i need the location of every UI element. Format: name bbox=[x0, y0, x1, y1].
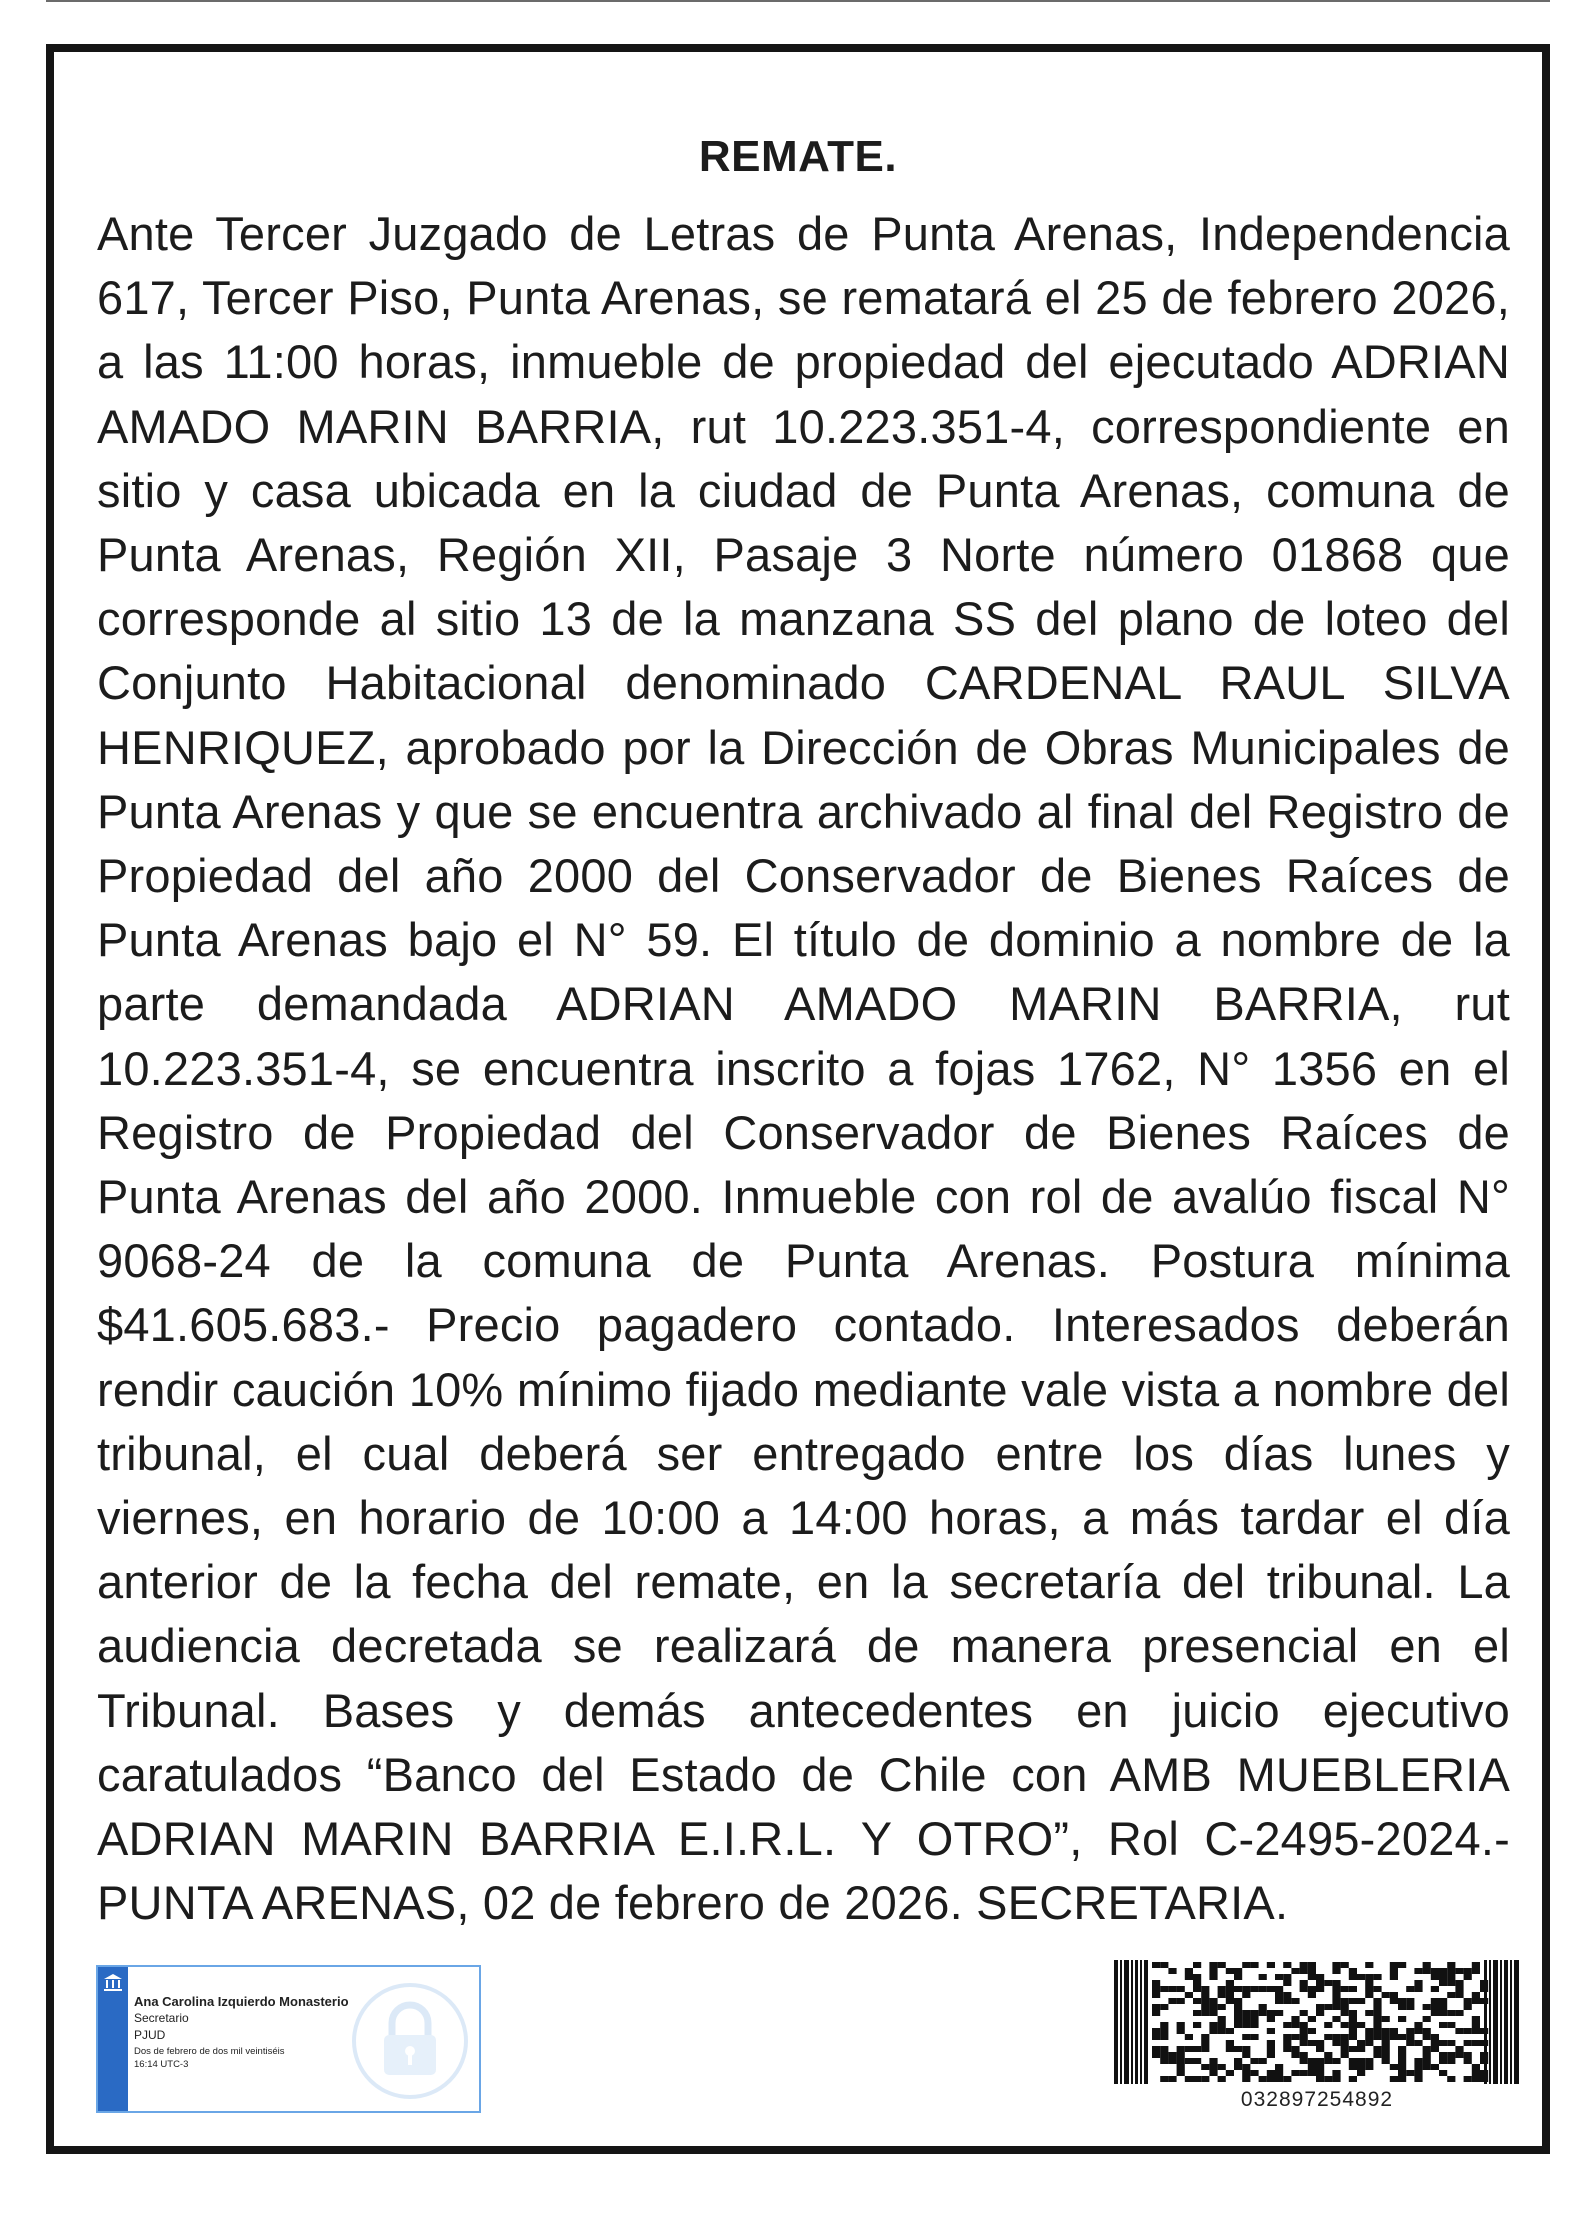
notice-title: REMATE. bbox=[698, 132, 898, 181]
signature-time: 16:14 UTC-3 bbox=[134, 2059, 189, 2070]
notice-body-text: Ante Tercer Juzgado de Letras de Punta Arenas, Independencia 617, Tercer Piso, Punta Arenas, se rematará el 25 de febrero 2026, a las 11:00 horas, inmueble de propiedad del ejecutado ADRIAN AMADO MARIN BARRIA, rut 10.223.351-4, correspondiente en sitio y casa ubicada en la ciudad de Punta Arenas, comuna de Punta Arenas, Región XII, Pasaje 3 Norte número 01868 que corresponde al sitio 13 de la manzana SS del plano de loteo del Conjunto Habitacional denominado CARDENAL RAUL SILVA HENRIQUEZ, aprobado por la Dirección de Obras Municipales de Punta Arenas y que se encuentra archivado al final del Registro de Propiedad del año 2000 del Conservador de Bienes Raíces de Punta Arenas bajo el N° 59. El título de dominio a nombre de la parte demandada ADRIAN AMADO MARIN BARRIA, rut 10.223.351-4, se encuentra inscrito a fojas 1762, N° 1356 en el Registro de Propiedad del Conservador de Bienes Raíces de Punta Arenas del año 2000. Inmueble con rol de avalúo fiscal N° 9068-24 de la comuna de Punta Arenas. Postura mínima $41.605.683.- Precio pagadero contado. Interesados deberán rendir caución 10% mínimo fijado mediante vale vista a nombre del tribunal, el cual deberá ser entregado entre los días lunes y viernes, en horario de 10:00 a 14:00 horas, a más tardar el día anterior de la fecha del remate, en la secretaría del tribunal. La audiencia decretada se realizará de manera presencial en el Tribunal. Bases y demás antecedentes en juicio ejecutivo caratulados “Banco del Estado de Chile con AMB MUEBLERIA ADRIAN MARIN BARRIA E.I.R.L. Y OTRO”, Rol C-2495-2024.- PUNTA ARENAS, 02 de febrero de 2026. SECRETARIA. bbox=[97, 207, 1510, 1930]
signature-date: Dos de febrero de dos mil veintiséis bbox=[134, 2046, 285, 2057]
stamp-side-bar bbox=[98, 1967, 128, 2111]
top-divider bbox=[46, 0, 1550, 2]
electronic-signature-stamp bbox=[96, 1965, 481, 2113]
barcode-graphic bbox=[1114, 1960, 1520, 2084]
barcode-number: 032897254892 bbox=[1240, 2088, 1394, 2111]
signer-name: Ana Carolina Izquierdo Monasterio bbox=[134, 1994, 349, 2009]
stamp-text bbox=[134, 1993, 374, 2070]
signer-org: PJUD bbox=[134, 2028, 166, 2042]
notice-frame bbox=[46, 44, 1550, 2154]
signer-role: Secretario bbox=[134, 2011, 189, 2025]
barcode-block bbox=[1114, 1960, 1520, 2128]
court-building-icon bbox=[101, 1971, 125, 1995]
